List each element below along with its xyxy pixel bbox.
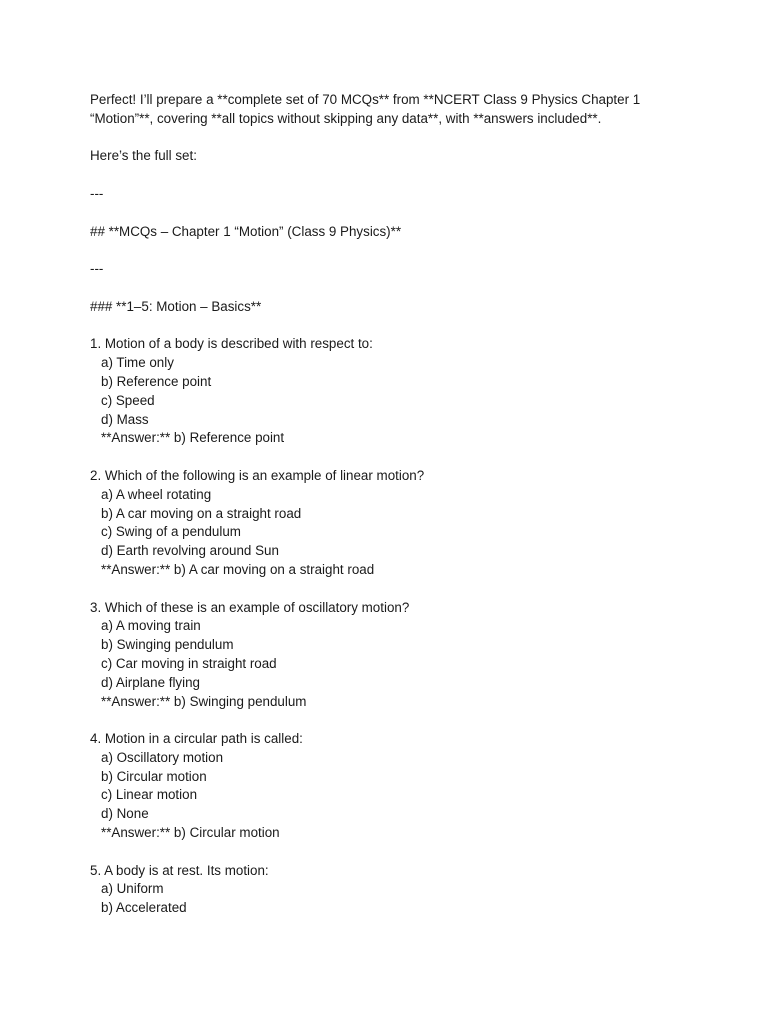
- option-a: a) A moving train: [101, 618, 201, 634]
- answer-line: **Answer:** b) Circular motion: [101, 825, 280, 841]
- option-a: a) Time only: [101, 355, 174, 371]
- document-page: [90, 91, 690, 918]
- option-b: b) Reference point: [101, 373, 212, 389]
- question-block-1: [90, 335, 690, 448]
- answer-line: **Answer:** b) Reference point: [101, 430, 285, 446]
- option-a: a) Oscillatory motion: [101, 749, 224, 765]
- subsection-heading: ### **1–5: Motion – Basics**: [90, 298, 262, 314]
- option-d: d) Earth revolving around Sun: [101, 543, 279, 559]
- intro-line-2: “Motion”**, covering **all topics without skipping any data**, with **answers included**.: [90, 110, 602, 126]
- option-d: d) Mass: [101, 411, 149, 427]
- question-block-2: [90, 467, 690, 580]
- intro-line-3: Here’s the full set:: [90, 148, 197, 164]
- option-b: b) Circular motion: [101, 768, 207, 784]
- option-b: b) A car moving on a straight road: [101, 505, 302, 521]
- option-a: a) Uniform: [101, 881, 164, 897]
- question-block-3: [90, 599, 690, 712]
- option-c: c) Speed: [101, 392, 155, 408]
- option-b: b) Swinging pendulum: [101, 637, 234, 653]
- option-a: a) A wheel rotating: [101, 486, 212, 502]
- option-c: c) Car moving in straight road: [101, 655, 277, 671]
- option-c: c) Swing of a pendulum: [101, 524, 241, 540]
- question-block-5: [90, 862, 690, 918]
- question-text: 4. Motion in a circular path is called:: [90, 731, 303, 747]
- question-text: 1. Motion of a body is described with respect to:: [90, 336, 373, 352]
- answer-line: **Answer:** b) A car moving on a straight road: [101, 561, 375, 577]
- section-heading: ## **MCQs – Chapter 1 “Motion” (Class 9 Physics)**: [90, 223, 402, 239]
- intro-line-1: Perfect! I’ll prepare a **complete set of 70 MCQs** from **NCERT Class 9 Physics Chapter 1: [90, 92, 641, 107]
- option-d: d) None: [101, 806, 149, 822]
- question-text: 2. Which of the following is an example of linear motion?: [90, 467, 425, 483]
- answer-line: **Answer:** b) Swinging pendulum: [101, 693, 307, 709]
- option-d: d) Airplane flying: [101, 674, 200, 690]
- question-block-4: [90, 730, 690, 843]
- question-text: 5. A body is at rest. Its motion:: [90, 862, 269, 878]
- question-text: 3. Which of these is an example of oscillatory motion?: [90, 599, 410, 615]
- option-b: b) Accelerated: [101, 900, 187, 916]
- separator-2: ---: [90, 261, 104, 277]
- separator-1: ---: [90, 185, 104, 201]
- option-c: c) Linear motion: [101, 787, 198, 803]
